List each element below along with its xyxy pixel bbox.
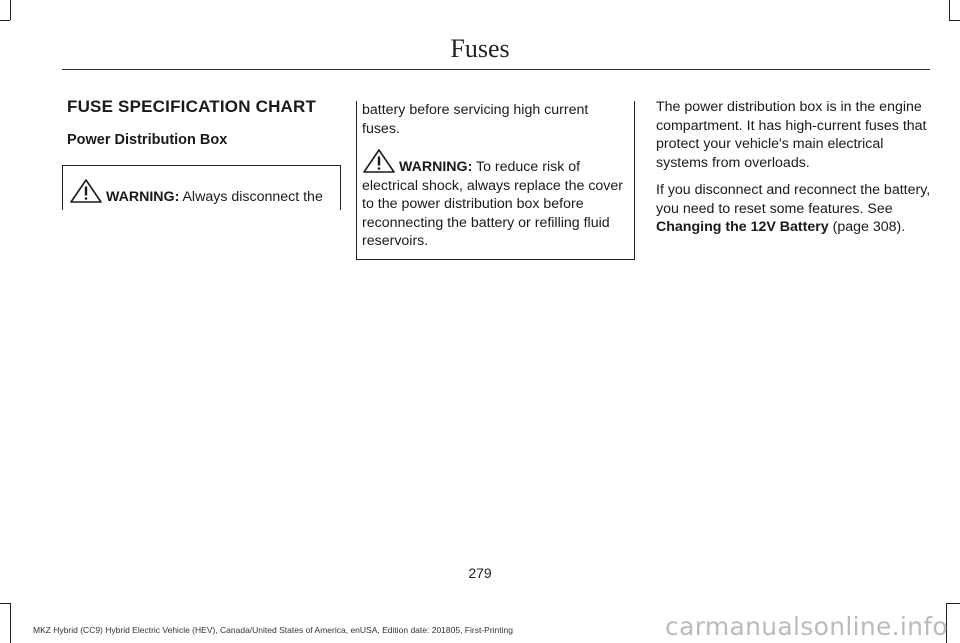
paragraph-text: If you disconnect and reconnect the battery, you need to reset some features. See — [656, 182, 931, 217]
footer-text: MKZ Hybrid (CC9) Hybrid Electric Vehicle (HEV), Canada/United States of America, enUSA, Edition date: 201805, First-Printing — [33, 625, 513, 635]
page-header-title: Fuses — [450, 34, 510, 63]
crop-mark-top-right-vertical — [949, 0, 950, 20]
crop-mark-bottom-left-horizontal — [0, 603, 10, 604]
crop-mark-bottom-right-horizontal — [946, 603, 960, 604]
page-number: 279 — [468, 565, 492, 581]
crop-mark-top-right-horizontal — [949, 20, 960, 21]
section-subheading: Power Distribution Box — [67, 131, 228, 148]
cross-reference-link[interactable]: Changing the 12V Battery — [656, 219, 829, 235]
warning-continued-text: battery before servicing high current fuses. — [362, 102, 589, 137]
header-divider — [62, 69, 930, 70]
crop-mark-top-left-vertical — [10, 0, 11, 20]
warning-triangle-icon — [362, 148, 396, 174]
warning-text-block — [69, 178, 337, 207]
column-2 — [356, 96, 635, 260]
page-reference: (page 308). — [832, 219, 906, 235]
warning-box-continued — [356, 101, 635, 260]
warning-triangle-icon — [69, 178, 103, 204]
section-heading: FUSE SPECIFICATION CHART — [67, 97, 317, 116]
warning-text: Always disconnect the — [182, 189, 323, 205]
watermark: carmanualsonline.info — [665, 612, 948, 641]
column-1 — [62, 96, 341, 210]
body-paragraph: The power distribution box is in the engine compartment. It has high-current fuses that protect your vehicle's main electrical systems from overloads. — [656, 99, 927, 171]
column-3 — [650, 96, 931, 246]
warning-box-start — [62, 165, 341, 210]
crop-mark-top-left-horizontal — [0, 20, 10, 21]
warning-text: To reduce risk of electrical shock, always replace the cover to the power distribution box before reconnecting the battery or refilling fluid reservoirs. — [362, 159, 624, 249]
warning-block-2 — [362, 148, 630, 251]
warning-label: WARNING: — [399, 159, 473, 175]
crop-mark-bottom-left-vertical — [10, 603, 11, 643]
warning-label: WARNING: — [106, 189, 180, 205]
body-paragraph — [656, 181, 931, 237]
